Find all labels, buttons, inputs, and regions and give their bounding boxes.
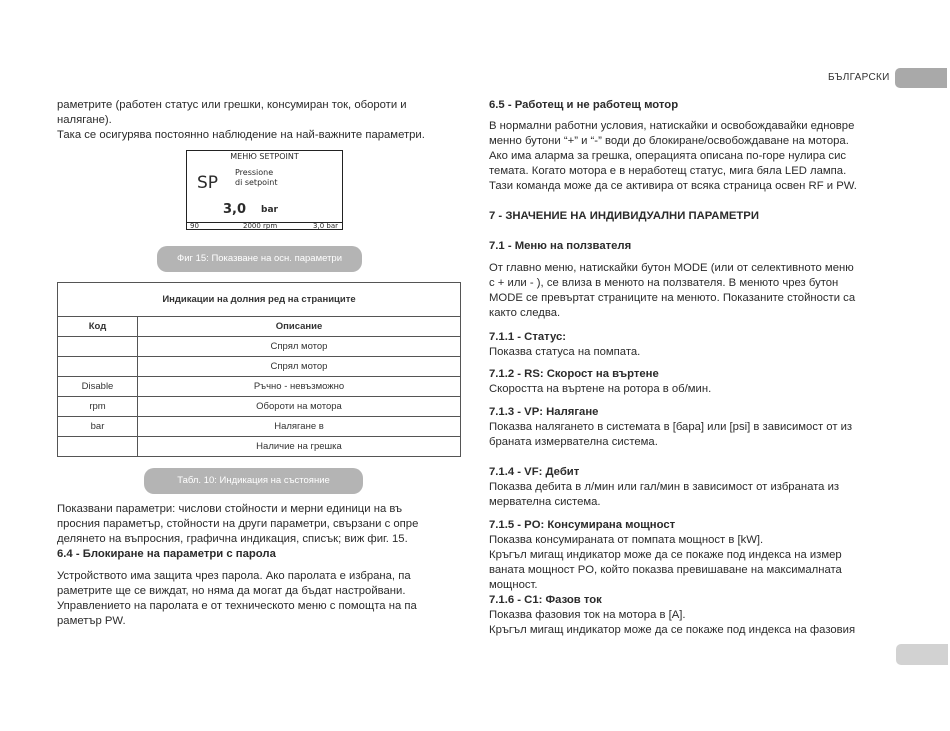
s715-line-1: Показва консумираната от помпата мощност в [kW]. (489, 534, 764, 546)
table-caption: Табл. 10: Индикация на състояние (144, 468, 363, 494)
figure-caption: Фиг 15: Показване на осн. параметри (157, 246, 362, 272)
section-7-1-3-heading: 7.1.3 - VP: Налягане (489, 406, 599, 418)
section-6-4-body (57, 569, 462, 629)
table-header-description: Описание (138, 317, 461, 337)
page-number-tab (896, 644, 948, 665)
parameters-paragraph (57, 502, 462, 562)
sec65-line-1: В нормални работни условия, натискайки и освобождавайки едновре (489, 120, 855, 132)
table-row (58, 357, 461, 377)
sec65-line-5: Тази команда може да се активира от всяка страница освен RF и PW. (489, 180, 857, 192)
sec71-line-2: с + или - ), се влиза в менюто на ползвателя. В менюто чрез бутон (489, 277, 839, 289)
table-row (58, 437, 461, 457)
sec64-line-3: Управлението на паролата е от техническото меню с помощта на па (57, 600, 417, 612)
section-7-1-2-heading: 7.1.2 - RS: Скорост на въртене (489, 368, 659, 380)
lcd-param-line-1: Pressione (235, 168, 274, 177)
sec65-line-3: Ако има аларма за грешка, операцията описана по-горе нулира сис (489, 150, 847, 162)
language-label: БЪЛГАРСКИ (828, 72, 890, 83)
s716-line-1: Показва фазовия ток на мотора в [A]. (489, 609, 686, 621)
table-title: Индикации на долния ред на страниците (58, 283, 461, 317)
s715-line-2: Кръгъл мигащ индикатор може да се покаже под индекса на измер (489, 549, 842, 561)
s715-line-4: мощност. (489, 579, 538, 591)
table-cell-description: Налягане в (138, 417, 461, 437)
lcd-status-left: 90 (190, 222, 199, 230)
para-line-2: просния параметър, стойности на други параметри, свързани с опре (57, 518, 419, 530)
lcd-value: 3,0 (223, 202, 247, 217)
s712-line-1: Скоростта на въртене на ротора в об/мин. (489, 383, 712, 395)
table-cell-code: rpm (58, 397, 138, 417)
s714-line-1: Показва дебита в л/мин или гал/мин в зависимост от избраната из (489, 481, 840, 493)
table-cell-code (58, 337, 138, 357)
para-line-3: делянето на въпросния, графична индикация, списък; виж фиг. 15. (57, 533, 408, 545)
s716-line-2: Кръгъл мигащ индикатор може да се покаже под индекса на фазовия (489, 624, 856, 636)
lcd-display-figure (186, 150, 343, 230)
status-indication-table (57, 282, 461, 457)
sec64-line-1: Устройството има защита чрез парола. Ако паролата е избрана, па (57, 570, 411, 582)
intro-paragraph (57, 98, 462, 143)
intro-line-2: налягане). (57, 114, 112, 126)
lcd-status-mid: 2000 rpm (243, 222, 278, 230)
section-7-1-heading: 7.1 - Меню на ползвателя (489, 240, 632, 252)
table-row (58, 397, 461, 417)
table-cell-code: Disable (58, 377, 138, 397)
table-cell-code: bar (58, 417, 138, 437)
section-7-1-2 (489, 367, 895, 397)
section-7-1-6-heading: 7.1.6 - C1: Фазов ток (489, 594, 602, 606)
table-header-code: Код (58, 317, 138, 337)
table-cell-description: Обороти на мотора (138, 397, 461, 417)
s711-line-1: Показва статуса на помпата. (489, 346, 641, 358)
intro-line-3: Така се осигурява постоянно наблюдение на най-важните параметри. (57, 129, 425, 141)
table-cell-code (58, 357, 138, 377)
section-7-1-4-heading: 7.1.4 - VF: Дебит (489, 466, 580, 478)
lcd-unit: bar (261, 205, 278, 215)
sec65-line-4: темата. Когато моторa е в неработещ статус, мига бяла LED лампа. (489, 165, 847, 177)
section-7-1-5-heading: 7.1.5 - PO: Консумирана мощност (489, 519, 676, 531)
section-7-1-4 (489, 465, 895, 510)
s713-line-1: Показва налягането в системата в [бара] или [psi] в зависимост от из (489, 421, 853, 433)
section-7-1-1-heading: 7.1.1 - Статус: (489, 331, 566, 343)
section-7-heading: 7 - ЗНАЧЕНИЕ НА ИНДИВИДУАЛНИ ПАРАМЕТРИ (489, 210, 759, 222)
para-line-1: Показвани параметри: числови стойности и мерни единици на въ (57, 503, 403, 515)
section-7-1-5 (489, 518, 895, 638)
section-6-5 (489, 98, 895, 194)
table-row (58, 337, 461, 357)
lcd-param-name (235, 168, 277, 188)
s714-line-2: мервателна система. (489, 496, 601, 508)
lcd-param-line-2: di setpoint (235, 178, 278, 187)
table-row (58, 377, 461, 397)
table-cell-code (58, 437, 138, 457)
sec71-line-1: От главно меню, натискайки бутон MODE (или от селективното меню (489, 262, 854, 274)
s713-line-2: браната измервателна система. (489, 436, 658, 448)
section-7-1-1 (489, 330, 895, 360)
section-6-5-heading: 6.5 - Работещ и не работещ мотор (489, 99, 679, 111)
lcd-status-right: 3,0 bar (313, 222, 338, 230)
section-6-4-heading: 6.4 - Блокиране на параметри с парола (57, 548, 276, 560)
sec64-line-2: раметрите ще се виждат, но няма да могат да бъдат настройвани. (57, 585, 406, 597)
section-7-1 (489, 239, 895, 321)
table-cell-description: Спрял мотор (138, 337, 461, 357)
lcd-title: МЕНЮ SETPOINT (230, 152, 299, 161)
sec71-line-3: MODE се превъртат страниците на менюто. Показаните стойности са (489, 292, 856, 304)
lcd-big-label: SP (197, 173, 219, 193)
table-row (58, 417, 461, 437)
language-tab (895, 68, 947, 88)
intro-line-1: раметрите (работен статус или грешки, консумиран ток, обороти и (57, 99, 407, 111)
table-cell-description: Спрял мотор (138, 357, 461, 377)
section-7-1-3 (489, 405, 895, 450)
sec65-line-2: менно бутони “+” и “-” води до блокиране/освобождаване на мотора. (489, 135, 849, 147)
section-7 (489, 209, 895, 224)
table-cell-description: Ръчно - невъзможно (138, 377, 461, 397)
s715-line-3: ваната мощност PO, който показва превишаване на максималната (489, 564, 842, 576)
sec71-line-4: както следва. (489, 307, 561, 319)
table-cell-description: Наличие на грешка (138, 437, 461, 457)
sec64-line-4: раметър PW. (57, 615, 126, 627)
